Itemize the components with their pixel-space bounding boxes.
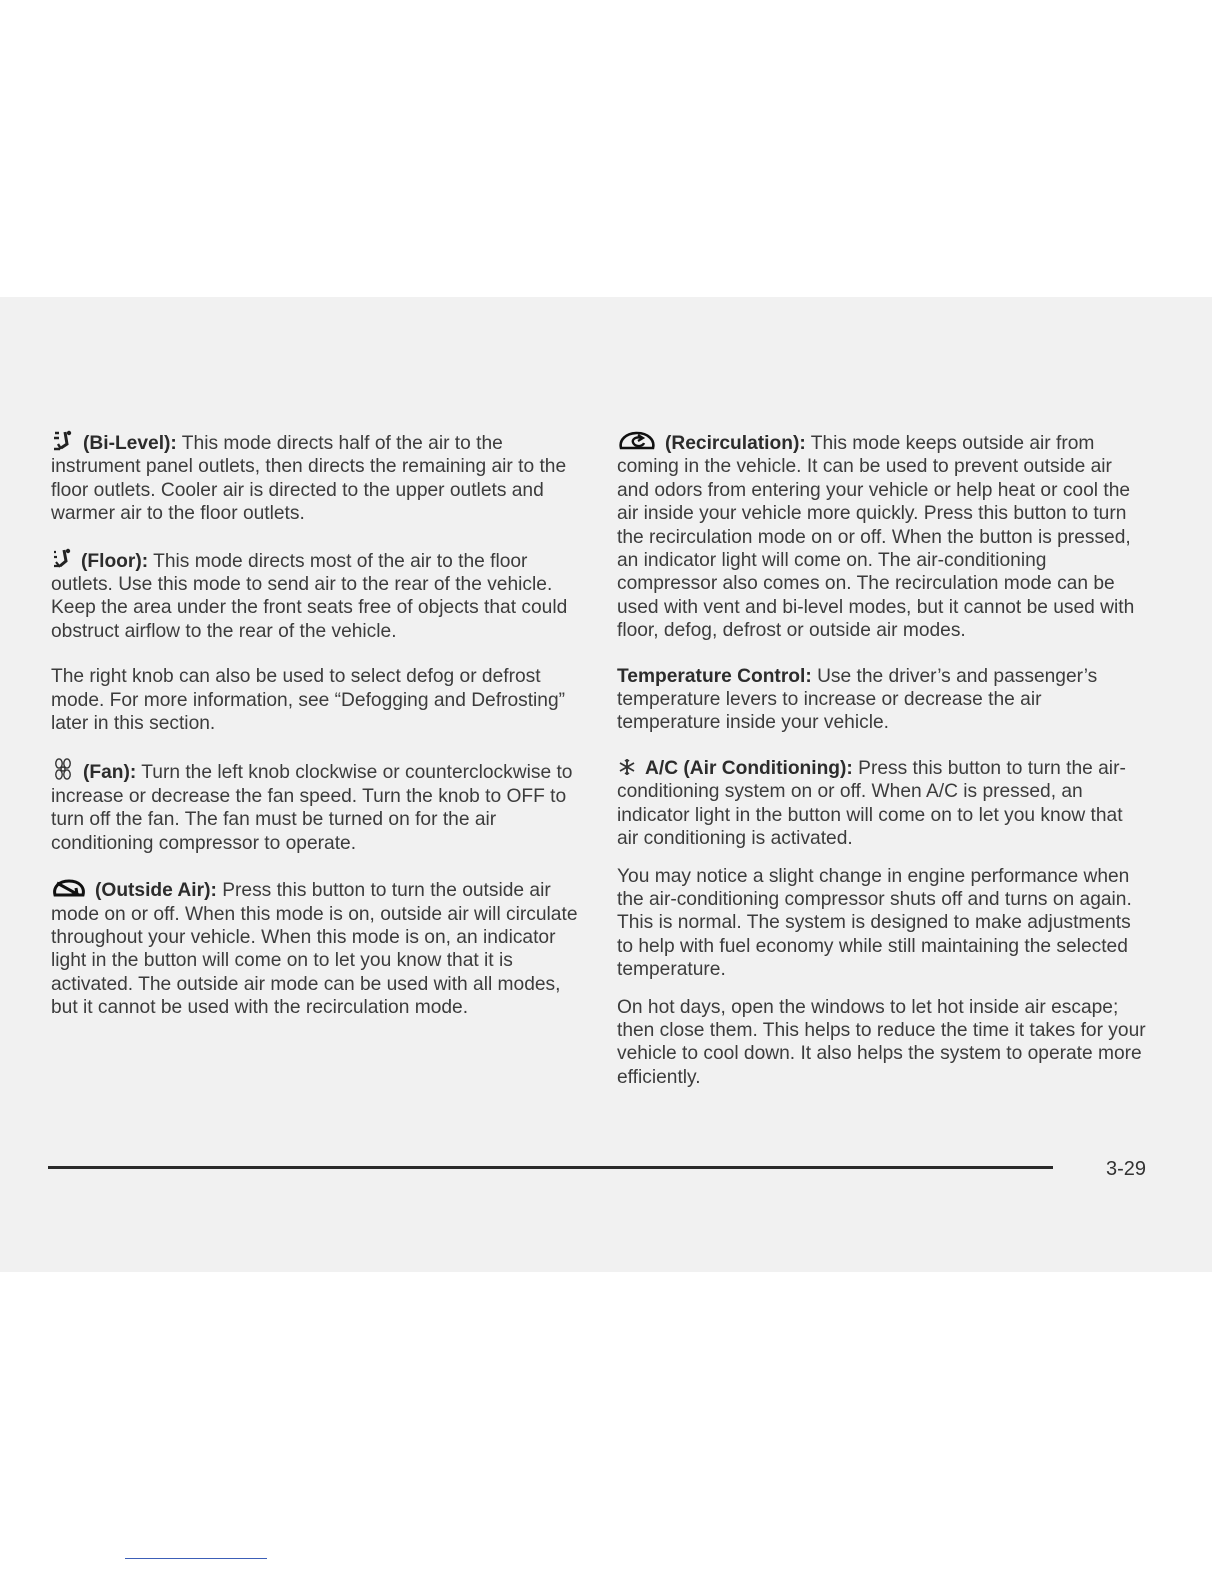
recirculation-text: This mode keeps outside air from coming in the vehicle. It can be used to prevent outside air and odors from entering your vehicle or help heat or cool the air inside your vehicle more quickly. Press this button to turn the recirculation mode on or off. When the button is pressed, an indicator light will come on. The air-conditioning compressor also comes on. The recirculation mode can be used with vent and bi-level modes, but it cannot be used with floor, defog, defrost or outside air modes. [617,433,1135,642]
defog-note-text: The right knob can also be used to select defog or defrost mode. For more information, see “Defogging and Defrosting” later in this section. [51,666,566,735]
outside-air-text: Press this button to turn the outside air mode on or off. When this mode is on, outside air will circulate throughout your vehicle. When this mode is on, an indicator light in the button will come on to let you know that it is activated. The outside air mode can be used with all modes, but it cannot be used with the recirculation mode. [51,880,578,1019]
fan-paragraph [51,757,581,855]
temperature-paragraph [617,665,1147,735]
temperature-heading: Temperature Control: [617,665,812,687]
floor-paragraph [51,548,581,644]
defog-note-paragraph [51,665,581,735]
bi-level-icon [51,430,75,452]
fan-text: Turn the left knob clockwise or counterclockwise to increase or decrease the fan speed. Turn the knob to OFF to turn off the fan. The fan must be turned on for the air conditioning compressor to operate. [51,762,573,854]
bottom-underline [125,1558,267,1559]
hot-days-paragraph [617,996,1147,1090]
fan-heading: (Fan): [83,762,137,784]
floor-icon [51,548,73,570]
bi-level-paragraph [51,430,581,526]
bi-level-text: This mode directs half of the air to the instrument panel outlets, then directs the remaining air to the floor outlets. Cooler air is directed to the upper outlets and warmer air to the floor outlets. [51,433,567,525]
outside-air-icon [51,877,87,899]
ac-heading: A/C (Air Conditioning): [645,757,853,779]
temperature-text: Use the driver’s and passenger’s temperature levers to increase or decrease the air temperature inside your vehicle. [617,665,1098,734]
engine-performance-paragraph [617,865,1147,982]
hot-days-text: On hot days, open the windows to let hot inside air escape; then close them. This helps to reduce the time it takes for your vehicle to cool down. It also helps the system to operate more efficiently. [617,996,1146,1088]
snowflake-icon [617,757,637,777]
page-number: 3-29 [1106,1158,1147,1180]
floor-text: This mode directs most of the air to the floor outlets. Use this mode to send air to the rear of the vehicle. Keep the area under the front seats free of objects that could obstruct airflow to the rear of the vehicle. [51,550,568,642]
fan-icon [51,757,75,781]
outside-air-heading: (Outside Air): [95,880,217,902]
ac-text: Press this button to turn the air-conditioning system on or off. When A/C is pressed, an indicator light in the button will come on to let you know that air conditioning is activated. [617,757,1126,850]
left-column [51,430,581,1042]
footer-rule [48,1166,1053,1169]
right-column [617,430,1147,1103]
recirculation-paragraph [617,430,1147,643]
ac-paragraph [617,757,1147,851]
floor-heading: (Floor): [81,550,149,572]
bi-level-heading: (Bi-Level): [83,433,177,454]
recirculation-icon [617,430,657,452]
recirculation-heading: (Recirculation): [665,433,806,454]
outside-air-paragraph [51,877,581,1019]
engine-performance-text: You may notice a slight change in engine performance when the air-conditioning compressor shuts off and turns on again. This is normal. The system is designed to make adjustments to help with fuel economy while still maintaining the selected temperature. [617,865,1132,981]
